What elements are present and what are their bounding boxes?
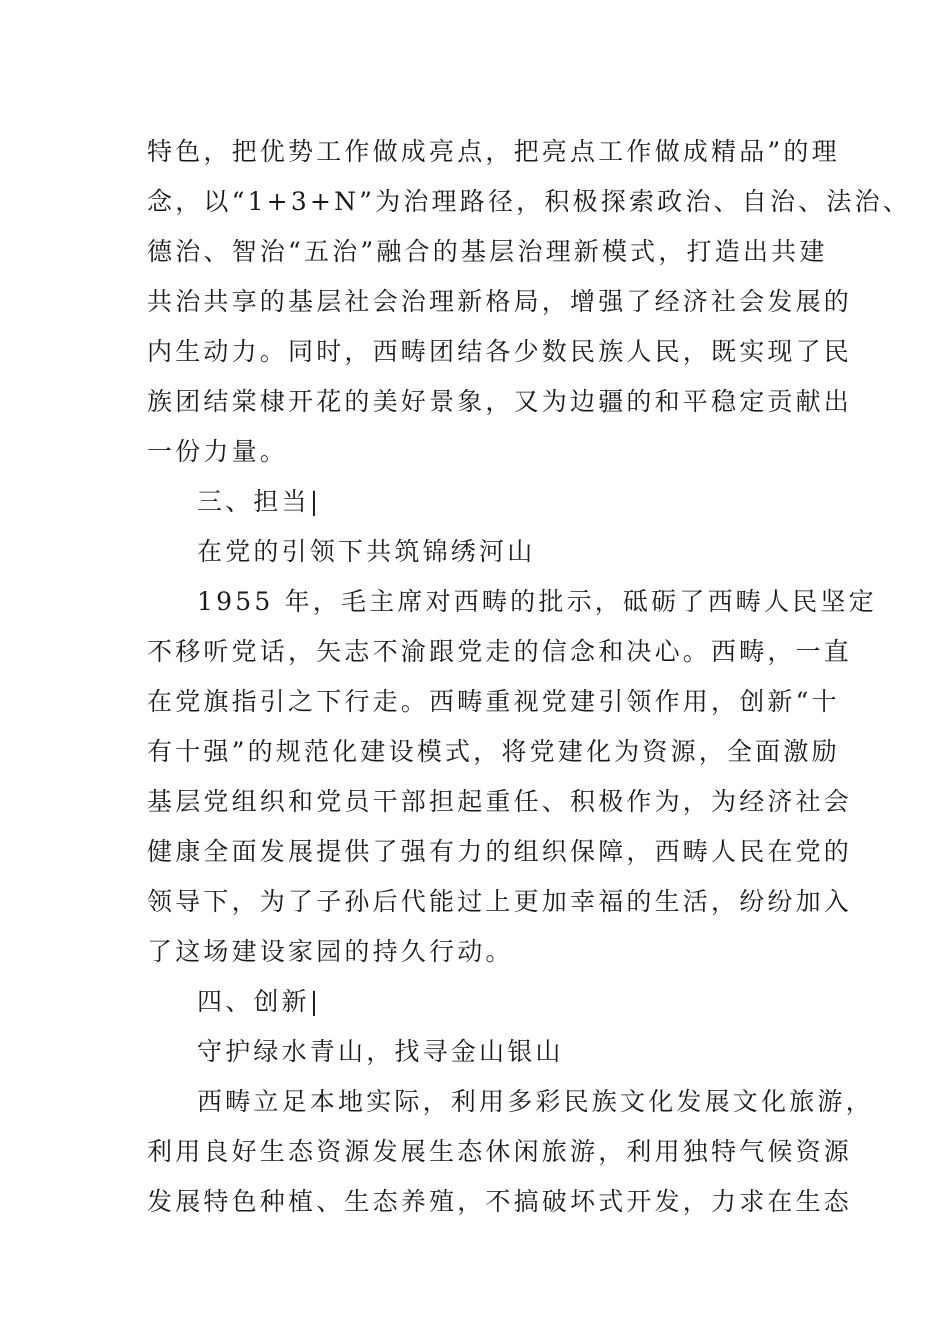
body-text-line: 有十强”的规范化建设模式，将党建化为资源，全面激励: [147, 737, 840, 766]
body-text-line: 族团结棠棣开花的美好景象，又为边疆的和平稳定贡献出: [147, 387, 853, 416]
body-text-line: 一份力量。: [147, 437, 289, 466]
body-text-line: 内生动力。同时，西畴团结各少数民族人民，既实现了民: [147, 337, 853, 366]
body-text-line: 西畴立足本地实际，利用多彩民族文化发展文化旅游，: [197, 1087, 874, 1116]
body-text-line: 在党旗指引之下行走。西畴重视党建引领作用，创新“十: [147, 687, 840, 716]
body-text-line: 共治共享的基层社会治理新格局，增强了经济社会发展的: [147, 287, 853, 316]
body-text-line: 发展特色种植、生态养殖，不搞破坏式开发，力求在生态: [147, 1187, 853, 1216]
body-text-line: 健康全面发展提供了强有力的组织保障，西畴人民在党的: [147, 837, 853, 866]
body-text-line: 不移听党话，矢志不渝跟党走的信念和决心。西畴，一直: [147, 637, 853, 666]
body-text-line: 领导下，为了子孙后代能过上更加幸福的生活，纷纷加入: [147, 887, 853, 916]
body-text-line: 特色，把优势工作做成亮点，把亮点工作做成精品”的理: [147, 137, 840, 166]
body-text-line: 基层党组织和党员干部担起重任、积极作为，为经济社会: [147, 787, 853, 816]
body-text-line: 利用良好生态资源发展生态休闲旅游，利用独特气候资源: [147, 1137, 853, 1166]
body-text-line: 念，以“1+3+N”为治理路径，积极探索政治、自治、法治、: [147, 187, 911, 216]
body-text-line: 1955 年，毛主席对西畴的批示，砥砺了西畴人民坚定: [197, 587, 877, 616]
section-heading: 四、创新|: [197, 987, 322, 1016]
body-text-line: 德治、智治“五治”融合的基层治理新模式，打造出共建: [147, 237, 828, 266]
body-text-line: 了这场建设家园的持久行动。: [147, 937, 514, 966]
section-subtitle: 在党的引领下共筑锦绣河山: [197, 537, 536, 566]
section-subtitle: 守护绿水青山，找寻金山银山: [197, 1037, 564, 1066]
section-heading: 三、担当|: [197, 487, 322, 516]
